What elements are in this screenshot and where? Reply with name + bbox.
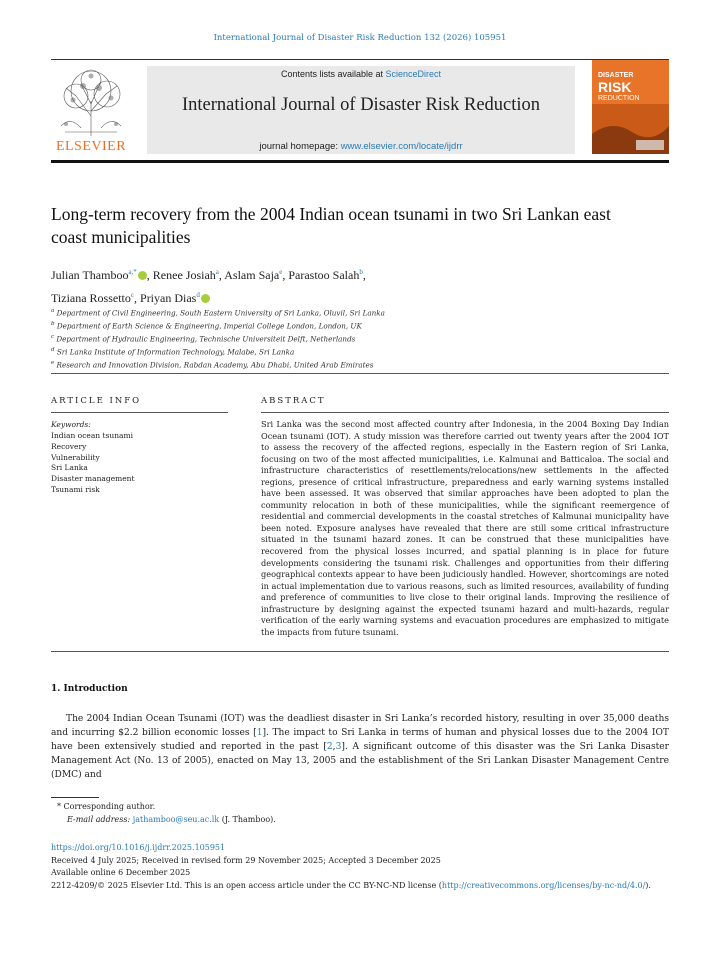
email-suffix: (J. Thamboo). [219,815,276,824]
affiliation-marker: d [51,346,55,353]
keyword-item: Recovery [51,441,87,451]
orcid-icon[interactable] [201,294,210,303]
author-name[interactable]: Parastoo Salah [288,268,360,282]
author-name[interactable]: Priyan Dias [140,291,197,305]
header-bottom-rule [51,160,669,163]
elsevier-wordmark: ELSEVIER [55,139,127,154]
corresponding-author-note: * Corresponding author. [57,802,156,811]
affiliation-text: Research and Innovation Division, Rabdan Academy, Abu Dhabi, United Arab Emirates [54,359,374,369]
journal-homepage-link[interactable]: www.elsevier.com/locate/ijdrr [340,141,463,152]
author-separator: , [134,291,141,305]
author-email-link[interactable]: jathamboo@seu.ac.lk [132,815,220,824]
sciencedirect-link[interactable]: ScienceDirect [385,69,442,79]
contents-available-line [147,69,575,79]
intro-text-start: The 2004 Indian Ocean Tsunami (IOT) was the deadliest disaster in Sri Lanka’s recorded history, resulting in over 35,000 deaths and incurring $2.2 billion economic losses [ [51,714,669,738]
author-affiliation-marker[interactable]: a [215,268,219,276]
journal-title: International Journal of Disaster Risk Reduction [181,95,541,115]
keyword-item: Vulnerability [51,452,100,462]
keyword-item: Tsunami risk [51,484,100,494]
cover-title-line1: DISASTER [598,72,634,79]
keyword-item: Disaster management [51,474,135,484]
reference-link-2[interactable]: 2 [326,742,333,752]
keyword-item: Indian ocean tsunami [51,431,134,440]
affiliation-item [51,345,651,358]
affiliation-text: Department of Earth Science & Engineering, Imperial College London, London, UK [54,321,362,331]
email-label: E-mail address: [67,815,133,824]
author-list [51,262,611,308]
author-affiliation-marker[interactable]: b [359,268,363,276]
license-prefix: 2212-4209/© 2025 Elsevier Ltd. This is an open access article under the CC BY-NC-ND license ( [51,881,442,890]
affiliation-item [51,358,651,371]
affiliation-text: Department of Hydraulic Engineering, Technische Universiteit Delft, Netherlands [54,334,356,344]
cover-artwork [592,104,669,154]
author-affiliation-marker[interactable]: e [279,268,283,276]
affiliation-item [51,306,651,319]
abstract-text: Sri Lanka was the second most affected country after Indonesia, in the 2004 Boxing Day Indian Ocean tsunami (IOT). A study mission was therefore carried out twenty years after the 2004 IOT to assess the recovery of the affected regions, especially in the Eastern region of Sri Lanka, focusing on two of the most affected municipalities, i.e. Kalmunai and Batticaloa. The social and infrastructure characteristics of resettlements/relocations/new settlements in the affected regions, presence of critical infrastructure, preparedness and early warning systems installed have been assessed. It was observed that similar approaches have been adopted to plan the community relocation in both of these municipalities, while the significant reemergence of residential and commercial developments in the coastal stretches of Kalmunai municipality have been noted. Exposure analyses have revealed that there are still some critical infrastructure situated in the tsunami hazard zones. It can be construed that these municipalities have recovered from the physical losses incurred, and spatial planning is in place for future developments considering the tsunami risk. Challenges and opportunities from their differing geographical contexts appear to have been judiciously handled. However, shortcomings are noted in actual implementation due to various reasons, such as limited resources, availability of funding and preference of communities to live close to their original lands. Improving the resilience of infrastructure by designing against the expected tsunami hazard and multi-hazards, regular verification of the early warning systems and evacuation procedures are emphasized to mitigate the impacts from future tsunami. [261,419,669,637]
license-suffix: ). [645,881,651,890]
article-title: Long-term recovery from the 2004 Indian ocean tsunami in two Sri Lankan east coast municipalities [51,204,611,247]
contents-prefix: Contents lists available at [280,69,386,79]
footnote-rule [51,797,99,798]
online-date: Available online 6 December 2025 [51,868,191,877]
journal-homepage-line [147,141,575,152]
keywords-label: Keywords: [51,420,91,429]
affiliation-text: Department of Civil Engineering, South Eastern University of Sri Lanka, Oluvil, Sri Lanka [54,308,385,318]
article-info-rule [51,412,228,413]
author-separator: , [146,268,153,282]
affiliation-marker: c [51,333,55,340]
intro-text-end: ]. A significant outcome of this disaster was the Sri Lanka Disaster Management Act (No. 13 of 2005), enacted on May 13, 2005 and the establishment of the Sri Lankan Disaster Management Centre (DMC) and [51,742,670,780]
affiliation-marker: a [51,308,55,314]
author-name[interactable]: Tiziana Rossetto [51,291,131,305]
author-name[interactable]: Renee Josiah [152,268,216,282]
abstract-rule [261,412,669,413]
abstract-end-rule [51,651,669,652]
intro-text-mid: ]. The impact to Sri Lanka in terms of human and physical losses due to the 2004 IOT have been extensively studied and reported in the past [ [51,728,669,752]
introduction-paragraph [51,712,669,782]
doi-link[interactable]: https://doi.org/10.1016/j.ijdrr.2025.105951 [51,843,226,852]
cover-title-line2: RISK [598,79,632,95]
email-footnote [67,815,276,824]
affiliation-item [51,332,651,345]
keywords-list [51,431,228,496]
author-name[interactable]: Julian Thamboo [51,268,129,282]
affiliation-item [51,319,651,332]
section-rule [51,373,669,374]
cover-title-line3: REDUCTION [598,95,640,102]
affiliation-marker: b [51,320,55,327]
reference-link-1[interactable]: 1 [256,728,263,738]
affiliation-list [51,306,651,370]
reference-link-3[interactable]: 3 [335,742,342,752]
introduction-heading: 1. Introduction [51,684,128,694]
license-statement [51,880,669,892]
license-link[interactable]: http://creativecommons.org/licenses/by-nc-nd/4.0/ [441,881,646,890]
orcid-icon[interactable] [138,271,147,280]
header-top-rule [51,59,669,60]
author-name[interactable]: Aslam Saja [224,268,280,282]
author-affiliation-marker[interactable]: a,* [128,268,137,276]
author-affiliation-marker[interactable]: c [130,291,135,299]
affiliation-text: Sri Lanka Institute of Information Technology, Malabe, Sri Lanka [54,347,295,357]
article-info-heading: ARTICLE INFO [51,396,142,406]
author-separator: , [362,268,366,282]
reference-separator: , [332,742,336,752]
affiliation-marker: e [51,359,55,366]
received-dates: Received 4 July 2025; Received in revised form 29 November 2025; Accepted 3 December 2025 [51,856,441,865]
author-separator: , [282,268,289,282]
journal-citation-header[interactable]: International Journal of Disaster Risk Reduction 132 (2026) 105951 [213,33,507,43]
author-separator: , [218,268,225,282]
abstract-heading: ABSTRACT [261,396,326,406]
keyword-item: Sri Lanka [51,463,88,473]
author-affiliation-marker[interactable]: d [196,291,200,299]
homepage-prefix: journal homepage: [259,141,341,152]
